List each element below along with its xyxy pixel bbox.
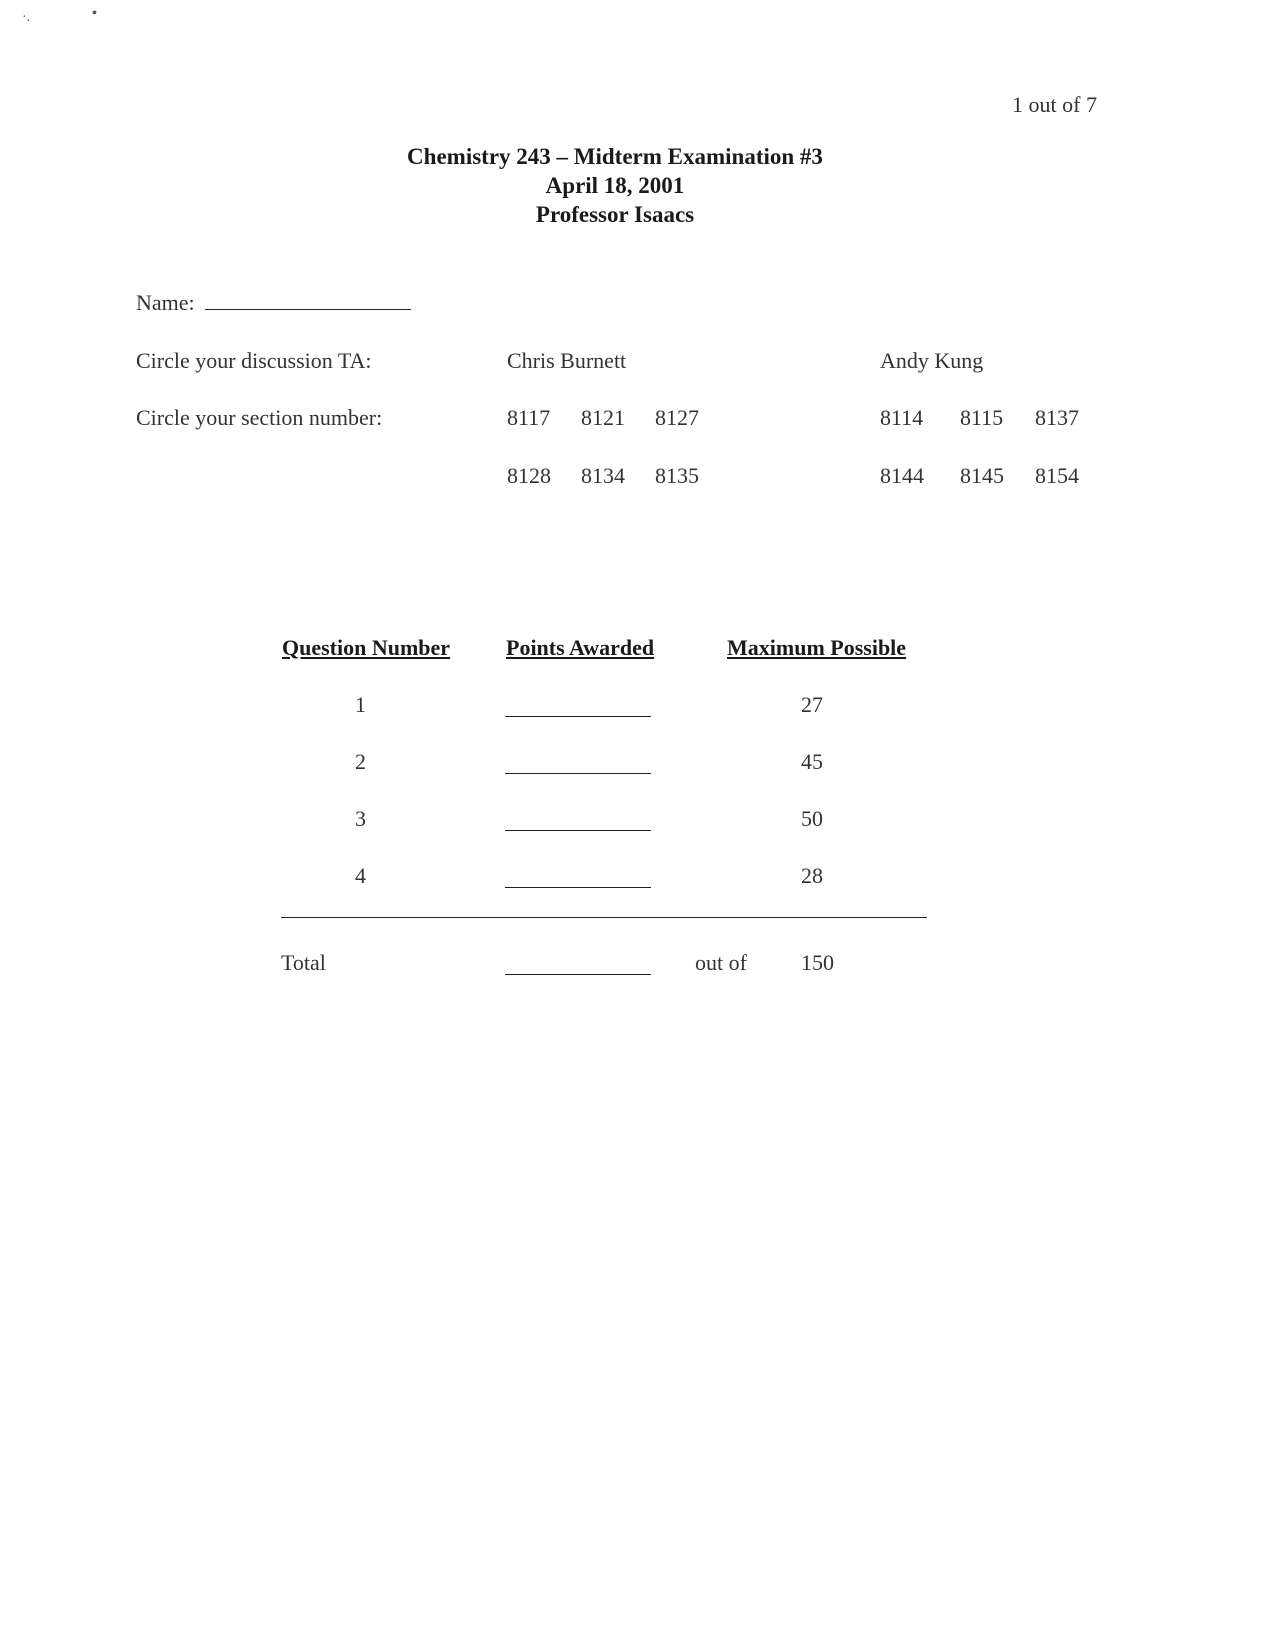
exam-date: April 18, 2001	[545, 173, 685, 198]
scan-speck: ·.	[22, 10, 31, 25]
section-option[interactable]: 8121	[581, 405, 625, 430]
section-option[interactable]: 8144	[880, 463, 924, 488]
section-option[interactable]: 8127	[655, 405, 699, 430]
section-option[interactable]: 8114	[880, 405, 924, 430]
name-row	[136, 290, 411, 316]
points-field[interactable]	[505, 830, 651, 831]
page-indicator: 1 out of 7	[1012, 92, 1097, 117]
max-points: 50	[801, 806, 823, 831]
max-points: 28	[801, 863, 823, 888]
section-option[interactable]: 8135	[655, 463, 699, 488]
total-points-field[interactable]	[505, 974, 651, 975]
total-label: Total	[281, 950, 326, 975]
section-option[interactable]: 8137	[1035, 405, 1079, 430]
name-label: Name:	[136, 290, 195, 315]
section-option[interactable]: 8145	[960, 463, 1004, 488]
section-option[interactable]: 8117	[507, 405, 551, 430]
section-label: Circle your section number:	[136, 405, 383, 430]
exam-professor: Professor Isaacs	[535, 202, 695, 227]
header-points-awarded: Points Awarded	[506, 635, 655, 660]
scan-speck: •	[92, 6, 97, 21]
points-field[interactable]	[505, 716, 651, 717]
question-number: 1	[355, 692, 366, 717]
max-points: 27	[801, 692, 823, 717]
points-field[interactable]	[505, 887, 651, 888]
section-option[interactable]: 8134	[581, 463, 625, 488]
out-of-label: out of	[695, 950, 747, 975]
header-maximum-possible: Maximum Possible	[727, 635, 907, 660]
ta-option-chris-burnett[interactable]: Chris Burnett	[507, 348, 627, 373]
table-divider	[281, 917, 927, 918]
header-question-number: Question Number	[282, 635, 451, 660]
question-number: 3	[355, 806, 366, 831]
section-option[interactable]: 8154	[1035, 463, 1079, 488]
points-field[interactable]	[505, 773, 651, 774]
question-number: 4	[355, 863, 366, 888]
max-points: 45	[801, 749, 823, 774]
total-max-points: 150	[801, 950, 834, 975]
section-option[interactable]: 8128	[507, 463, 551, 488]
name-field[interactable]	[205, 291, 411, 310]
question-number: 2	[355, 749, 366, 774]
ta-label: Circle your discussion TA:	[136, 348, 372, 373]
section-option[interactable]: 8115	[960, 405, 1004, 430]
exam-title: Chemistry 243 – Midterm Examination #3	[407, 144, 823, 169]
ta-option-andy-kung[interactable]: Andy Kung	[880, 348, 984, 373]
exam-header	[340, 142, 890, 229]
